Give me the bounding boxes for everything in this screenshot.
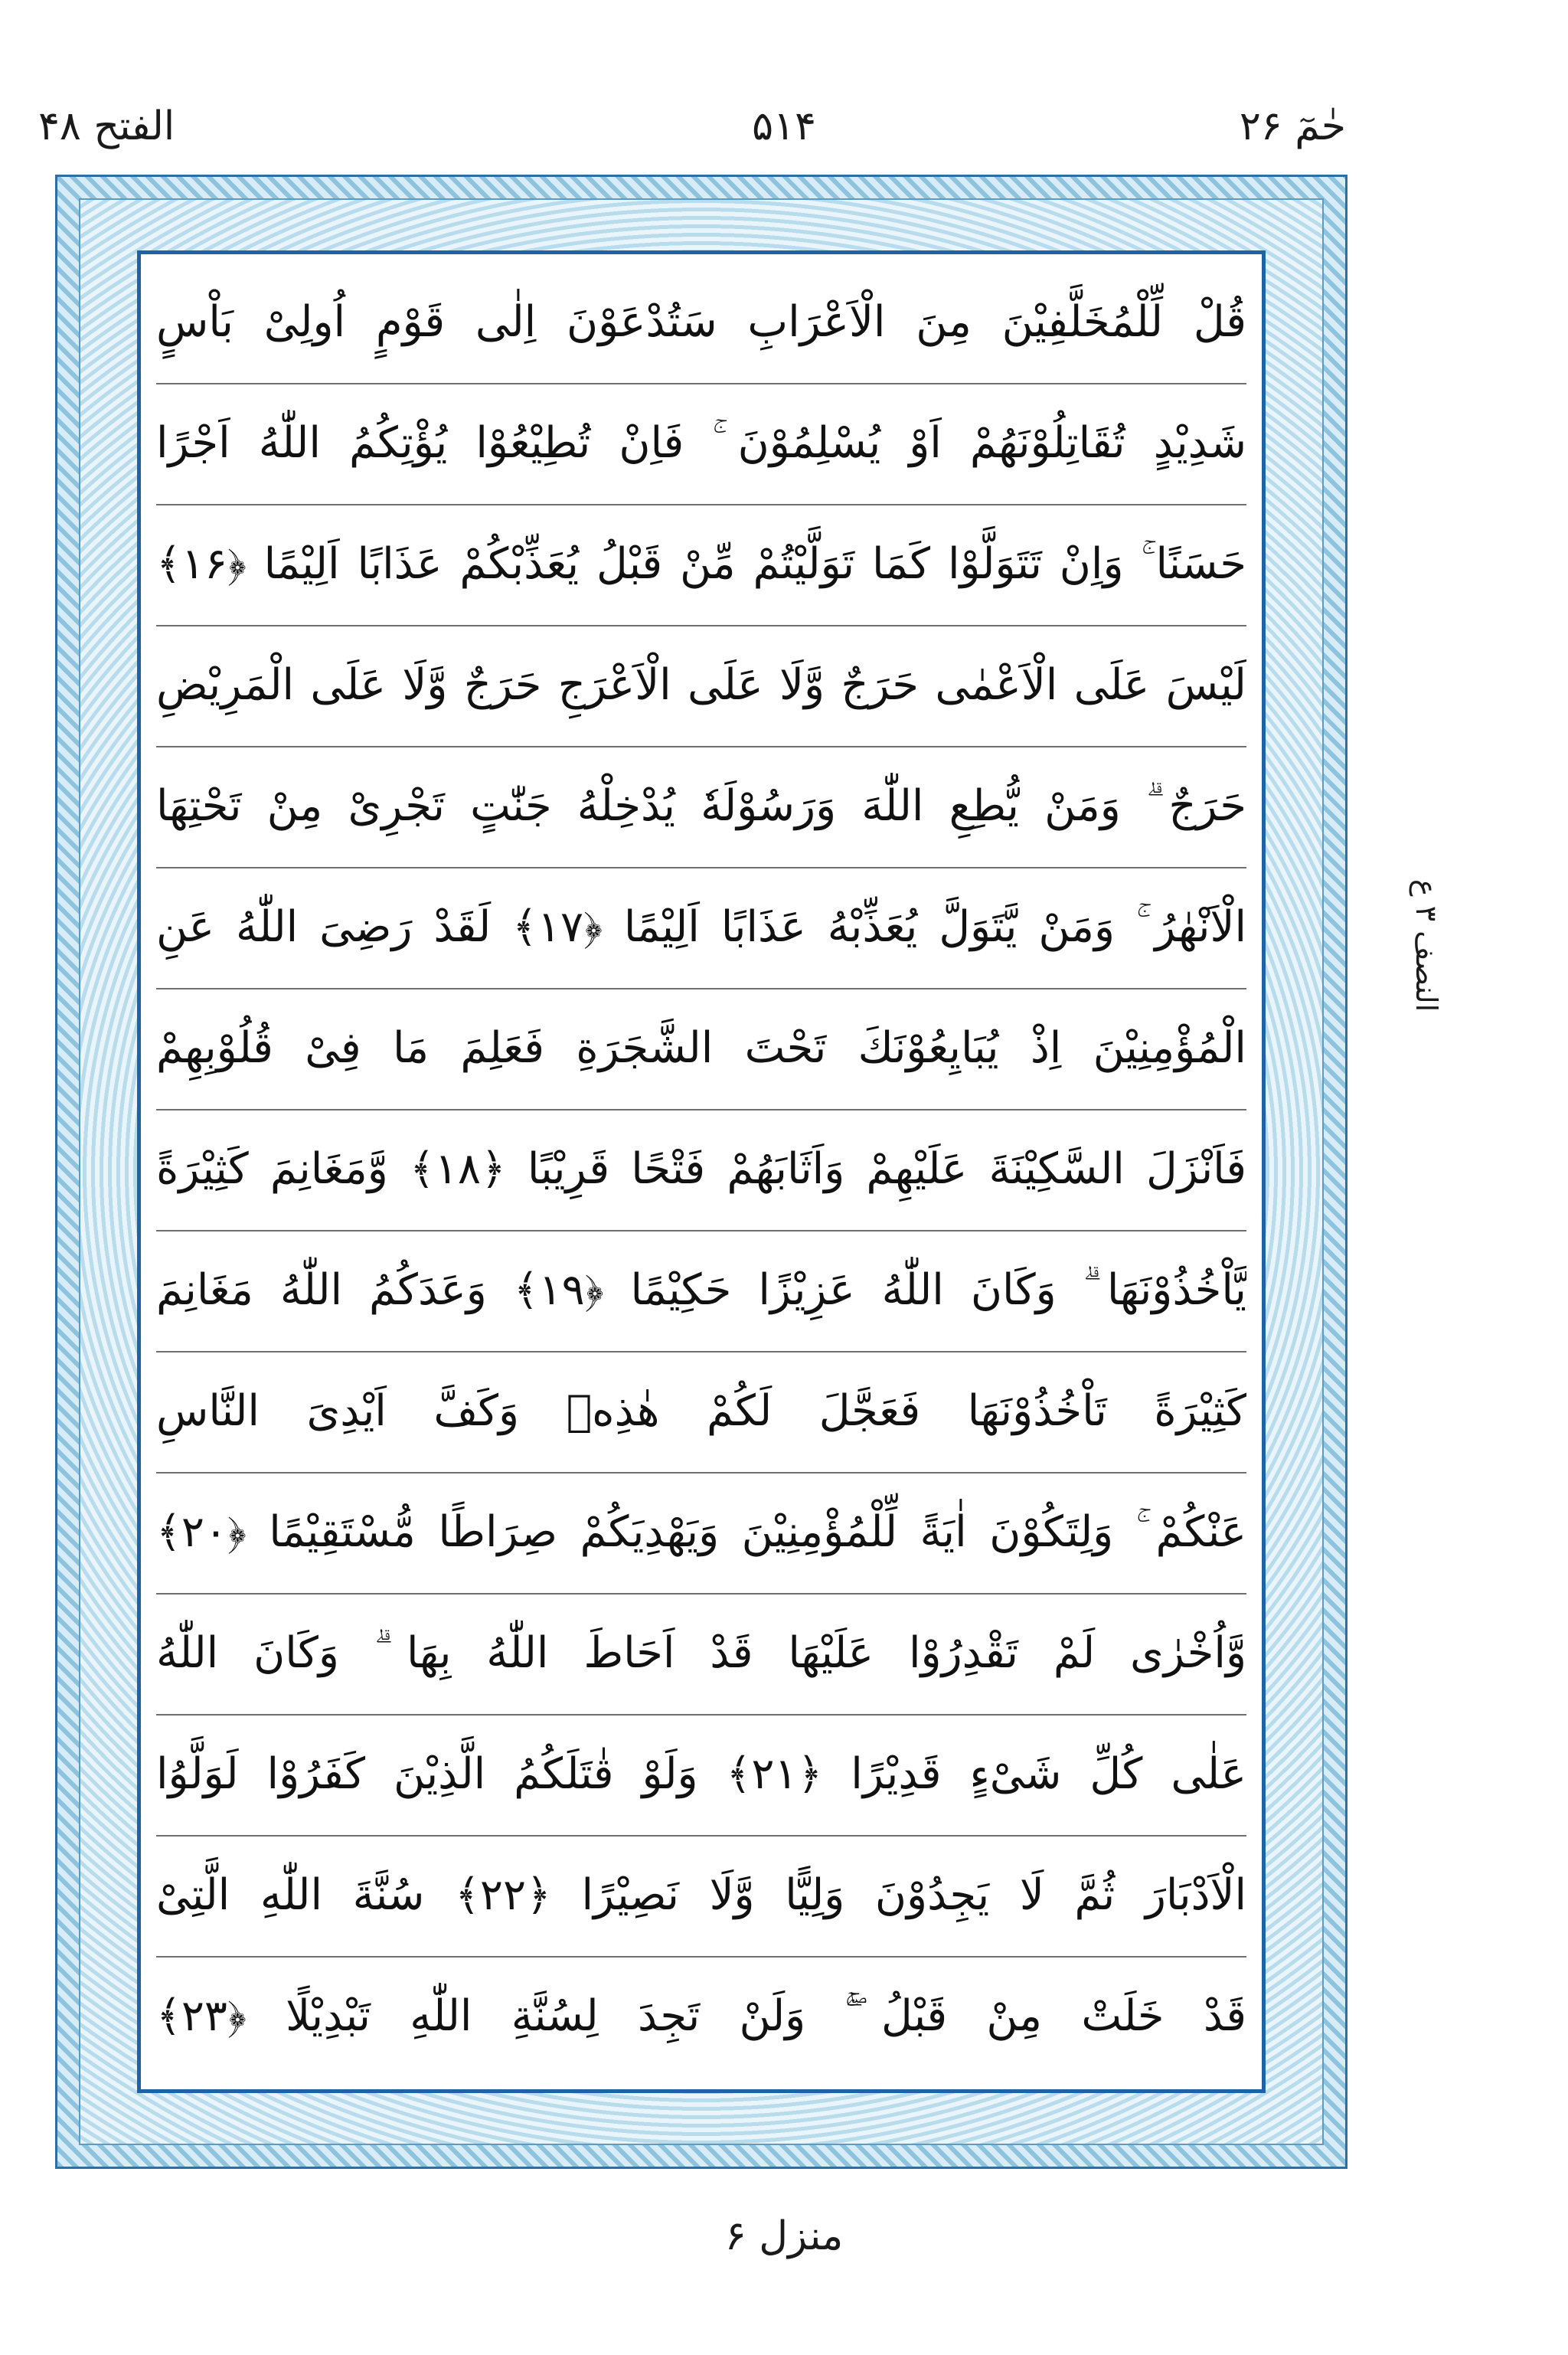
text-line-7: الْمُؤْمِنِيْنَ اِذْ يُبَايِعُوْنَكَ تَحْتَ الشَّجَرَةِ فَعَلِمَ مَا فِىْ قُلُوْبِهِمْ xyxy=(156,988,1246,1110)
text-line-10: كَثِيْرَةً تَاْخُذُوْنَهَا فَعَجَّلَ لَكُمْ هٰذِهٖ وَكَفَّ اَيْدِىَ النَّاسِ xyxy=(156,1351,1246,1474)
text-line-4: لَيْسَ عَلَى الْاَعْمٰى حَرَجٌ وَّلَا عَلَى الْاَعْرَجِ حَرَجٌ وَّلَا عَلَى الْمَرِيْضِ xyxy=(156,625,1246,747)
text-line-12: وَّاُخْرٰى لَمْ تَقْدِرُوْا عَلَيْهَا قَدْ اَحَاطَ اللّٰهُ بِهَا ۗ وَكَانَ اللّٰهُ xyxy=(156,1593,1246,1716)
quran-text-area xyxy=(137,250,1266,2093)
text-line-15: قَدْ خَلَتْ مِنْ قَبْلُ ۖۚ وَلَنْ تَجِدَ لِسُنَّةِ اللّٰهِ تَبْدِيْلًا ﴿۲۳﴾ xyxy=(156,1991,1246,2041)
surah-name-header: الفتح ۴۸ xyxy=(38,103,175,149)
text-line-9: يَّاْخُذُوْنَهَا ۗ وَكَانَ اللّٰهُ عَزِيْزًا حَكِيْمًا ﴿۱۹﴾ وَعَدَكُمُ اللّٰهُ مَغَانِمَ xyxy=(156,1230,1246,1352)
manzil-footer: منزل ۶ xyxy=(724,2213,844,2259)
text-line-2: شَدِيْدٍ تُقَاتِلُوْنَهُمْ اَوْ يُسْلِمُوْنَ ۚ فَاِنْ تُطِيْعُوْا يُؤْتِكُمُ اللّٰهُ اَجْرًا xyxy=(156,383,1246,505)
text-line-13: عَلٰى كُلِّ شَىْءٍ قَدِيْرًا ﴿۲۱﴾ وَلَوْ قٰتَلَكُمُ الَّذِيْنَ كَفَرُوْا لَوَلَّوُا xyxy=(156,1714,1246,1837)
text-line-3: حَسَنًا ۚ وَاِنْ تَتَوَلَّوْا كَمَا تَوَلَّيْتُمْ مِّنْ قَبْلُ يُعَذِّبْكُمْ عَذَابًا اَلِيْمًا ﴿۱۶﴾ xyxy=(156,504,1246,626)
text-line-1: قُلْ لِّلْمُخَلَّفِيْنَ مِنَ الْاَعْرَابِ سَتُدْعَوْنَ اِلٰى قَوْمٍ اُولِىْ بَاْسٍ xyxy=(156,262,1246,384)
juz-header: حٰمٓ ۲۶ xyxy=(1239,103,1346,149)
text-line-8: فَاَنْزَلَ السَّكِيْنَةَ عَلَيْهِمْ وَاَثَابَهُمْ فَتْحًا قَرِيْبًا ﴿۱۸﴾ وَّمَغَانِمَ كَثِيْرَةً xyxy=(156,1109,1246,1231)
page-number: ۵۱۴ xyxy=(752,103,816,149)
text-line-6: الْاَنْهٰرُ ۚ وَمَنْ يَّتَوَلَّ يُعَذِّبْهُ عَذَابًا اَلِيْمًا ﴿۱۷﴾ لَقَدْ رَضِىَ اللّٰهُ عَنِ xyxy=(156,867,1246,989)
text-line-5: حَرَجٌ ۗ وَمَنْ يُّطِعِ اللّٰهَ وَرَسُوْلَهٗ يُدْخِلْهُ جَنّٰتٍ تَجْرِىْ مِنْ تَحْتِهَا xyxy=(156,746,1246,868)
decorative-page-frame xyxy=(55,175,1348,2169)
text-line-14: الْاَدْبَارَ ثُمَّ لَا يَجِدُوْنَ وَلِيًّا وَّلَا نَصِيْرًا ﴿۲۲﴾ سُنَّةَ اللّٰهِ الَّتِىْ xyxy=(156,1835,1246,1958)
text-line-11: عَنْكُمْ ۚ وَلِتَكُوْنَ اٰيَةً لِّلْمُؤْمِنِيْنَ وَيَهْدِيَكُمْ صِرَاطًا مُّسْتَقِيْمًا ﴿۲۰﴾ xyxy=(156,1472,1246,1595)
ruku-margin-marker: النصف ۳ ع xyxy=(1410,879,1443,1012)
